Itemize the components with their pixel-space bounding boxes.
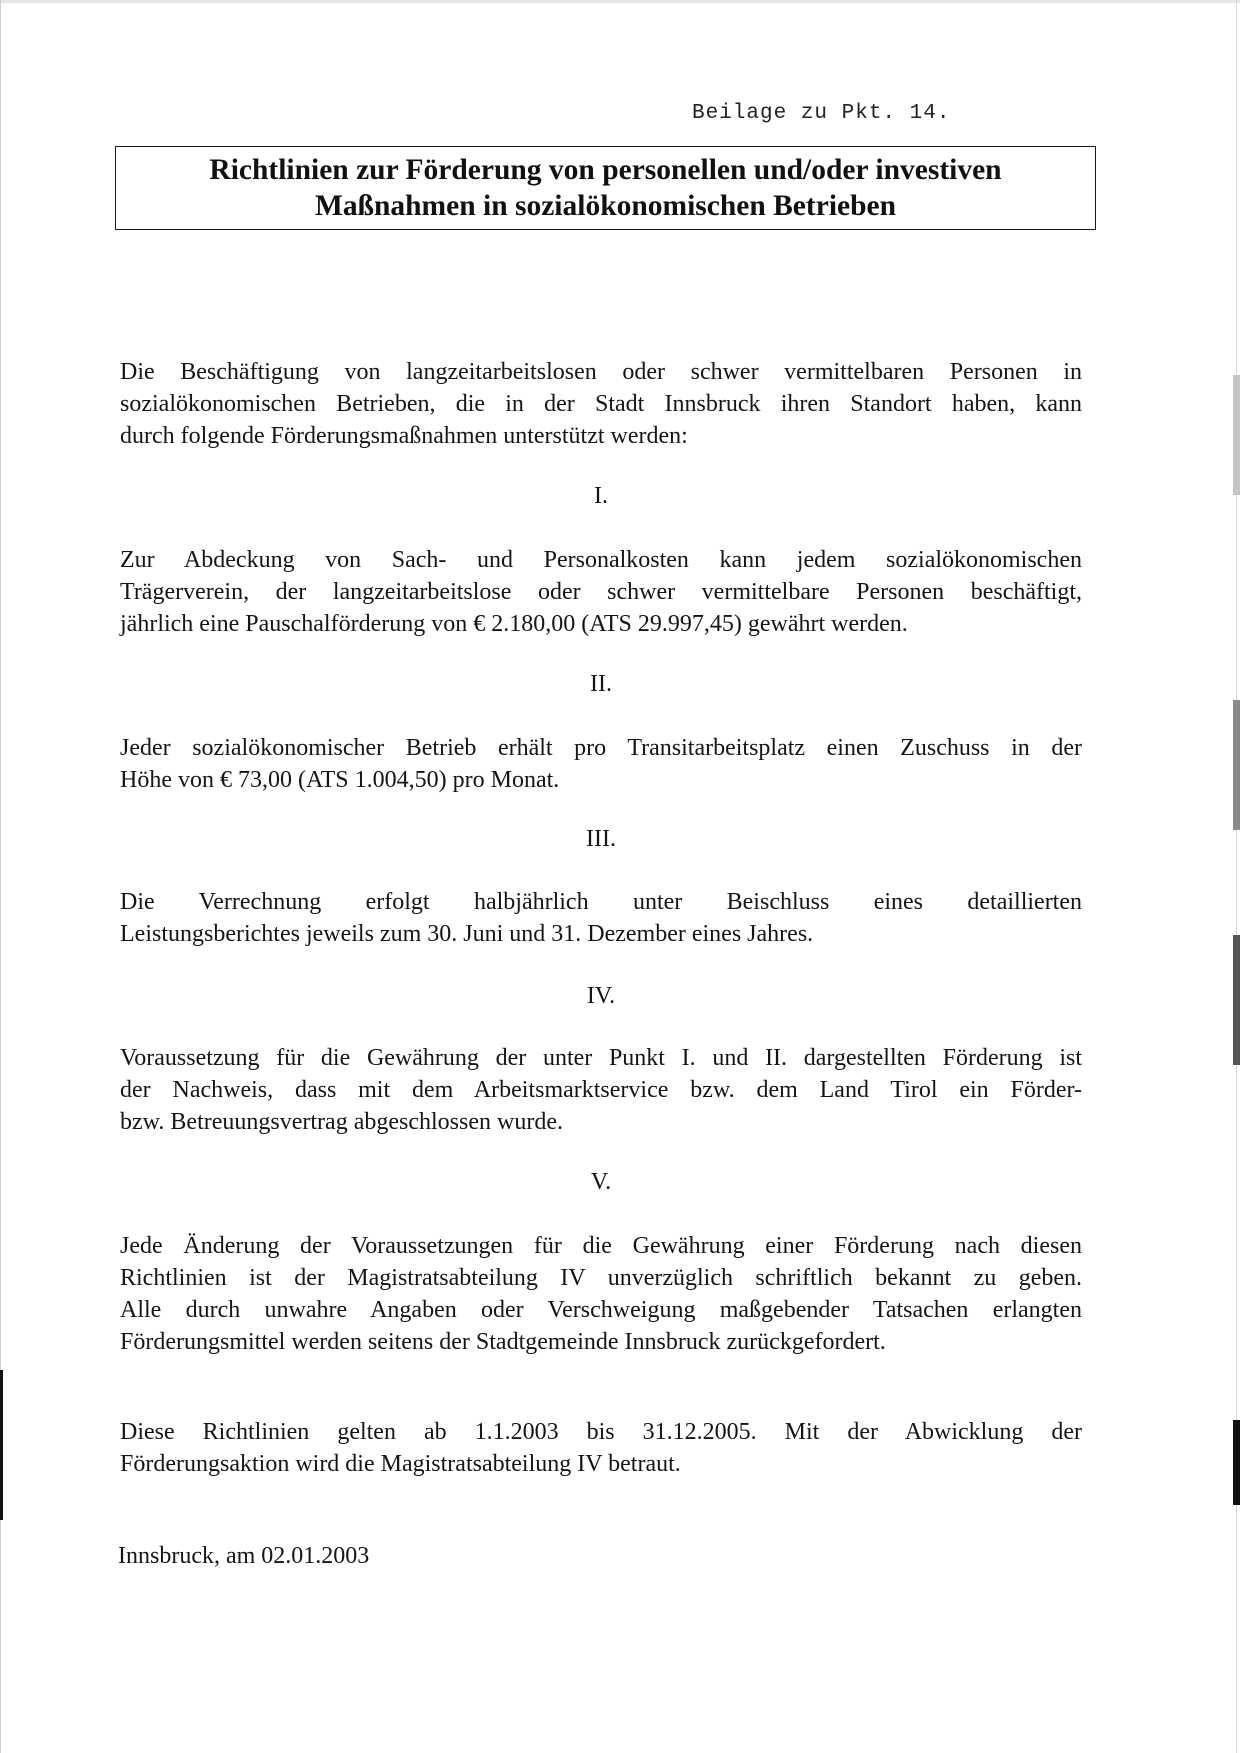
validity-line: Förderungsaktion wird die Magistratsabteilung IV betraut.	[120, 1451, 681, 1477]
section-2-paragraph	[120, 732, 1082, 796]
scan-edge-mark	[1233, 375, 1240, 495]
intro-line: durch folgende Förderungsmaßnahmen unterstützt werden:	[120, 423, 688, 449]
scan-top-edge	[0, 0, 1240, 3]
section-number-2: II.	[590, 671, 612, 697]
section-1-line: Trägerverein, der langzeitarbeitslose oder schwer vermittelbare Personen beschäftigt,	[120, 579, 1082, 605]
section-number-4: IV.	[586, 983, 616, 1009]
section-5-line: Richtlinien ist der Magistratsabteilung IV unverzüglich schriftlich bekannt zu geben.	[120, 1265, 1082, 1291]
section-number-5: V.	[590, 1169, 612, 1195]
document-title	[115, 146, 1096, 230]
intro-line: sozialökonomischen Betrieben, die in der Stadt Innsbruck ihren Standort haben, kann	[120, 391, 1082, 417]
section-3-line: Leistungsberichtes jeweils zum 30. Juni und 31. Dezember eines Jahres.	[120, 921, 814, 947]
section-number-3: III.	[586, 826, 616, 852]
title-line-2: Maßnahmen in sozialökonomischen Betrieben	[314, 190, 897, 222]
title-line-1: Richtlinien zur Förderung von personellen und/oder investiven	[209, 154, 1002, 186]
attachment-note: Beilage zu Pkt. 14.	[692, 102, 951, 125]
intro-line: Die Beschäftigung von langzeitarbeitslosen oder schwer vermittelbaren Personen in	[120, 359, 1082, 385]
section-number-1: I.	[594, 483, 608, 509]
section-4-line: der Nachweis, dass mit dem Arbeitsmarktservice bzw. dem Land Tirol ein Förder-	[120, 1077, 1082, 1103]
section-3-paragraph	[120, 886, 1082, 950]
section-5-line: Jede Änderung der Voraussetzungen für die Gewährung einer Förderung nach diesen	[120, 1233, 1082, 1259]
section-5-line: Alle durch unwahre Angaben oder Verschweigung maßgebender Tatsachen erlangten	[120, 1297, 1082, 1323]
section-4-line: Voraussetzung für die Gewährung der unter Punkt I. und II. dargestellten Förderung ist	[120, 1045, 1082, 1071]
scan-edge-mark	[1233, 935, 1240, 1065]
section-1-line: jährlich eine Pauschalförderung von € 2.180,00 (ATS 29.997,45) gewährt werden.	[120, 611, 908, 637]
section-2-line: Jeder sozialökonomischer Betrieb erhält pro Transitarbeitsplatz einen Zuschuss in der	[120, 735, 1082, 761]
scan-edge-mark	[1233, 1420, 1240, 1505]
section-4-line: bzw. Betreuungsvertrag abgeschlossen wurde.	[120, 1109, 563, 1135]
intro-paragraph	[120, 356, 1082, 452]
section-5-line: Förderungsmittel werden seitens der Stadtgemeinde Innsbruck zurückgefordert.	[120, 1329, 886, 1355]
validity-paragraph	[120, 1416, 1082, 1480]
section-5-paragraph	[120, 1230, 1082, 1358]
section-4-paragraph	[120, 1042, 1082, 1138]
scan-left-mark	[0, 1370, 3, 1520]
section-1-paragraph	[120, 544, 1082, 640]
place-date: Innsbruck, am 02.01.2003	[118, 1543, 370, 1569]
scan-edge-mark	[1233, 700, 1240, 830]
validity-line: Diese Richtlinien gelten ab 1.1.2003 bis 31.12.2005. Mit der Abwicklung der	[120, 1419, 1082, 1445]
section-3-line: Die Verrechnung erfolgt halbjährlich unter Beischluss eines detaillierten	[120, 889, 1082, 915]
section-2-line: Höhe von € 73,00 (ATS 1.004,50) pro Monat.	[120, 767, 560, 793]
section-1-line: Zur Abdeckung von Sach- und Personalkosten kann jedem sozialökonomischen	[120, 547, 1082, 573]
